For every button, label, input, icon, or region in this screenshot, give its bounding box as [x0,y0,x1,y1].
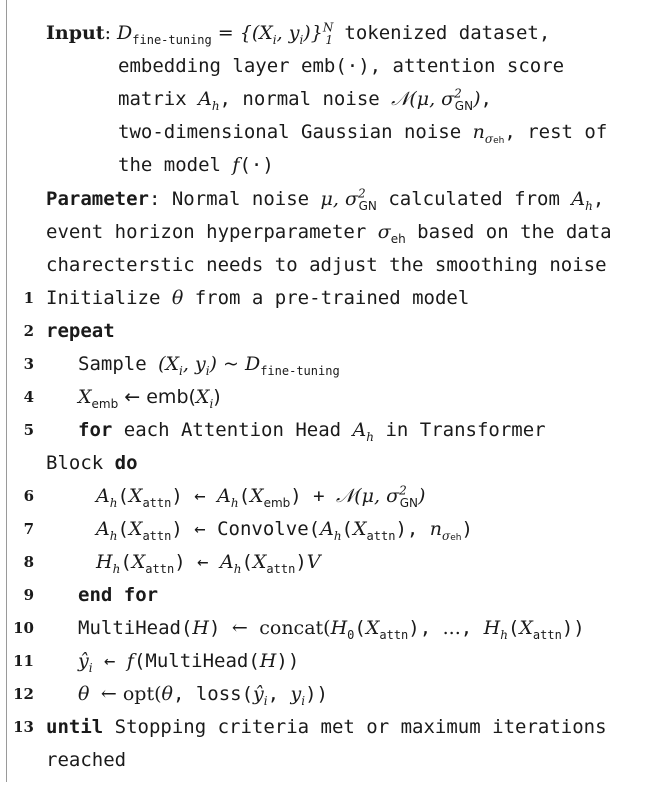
input-line-4: two-dimensional Gaussian noise $n_{\sigma eh}$, rest of [118,121,608,146]
parameter-line-2: event horizon hyperparameter $\sigma_{eh}$ based on the data [46,221,612,246]
input-line-2: embedding layer emb(·), attention score [118,55,565,77]
step-13-cont: reached [46,749,127,771]
step-9: 9 end for [23,584,159,606]
parameter-label: Parameter [46,188,149,210]
step-2: 2 repeat [23,320,115,342]
step-6: 6 $A_h(X_{attn})$ ← $A_h(X_{emb})$ + 𝒩(μ, $\sigma^2_{GN}$) [23,483,426,510]
step-7: 7 $A_h(X_{attn})$ ← $Convolve(A_h(X_{attn})$, $n_{\sigma eh}$) [23,518,473,543]
step-1: 1 Initialize θ from a pre-trained model [23,287,470,309]
input-label: Input [46,22,105,44]
input-line-5: the model f(·) [118,154,274,176]
step-11: 11 $ŷ_i$ ← f(MultiHead(H)) [13,650,300,675]
parameter-line-3: charecterstic needs to adjust the smoothing noise [46,254,607,276]
step-8: 8 $H_h(X_{attn})$ ← $A_h(X_{attn})V$ [23,551,321,576]
step-5-cont: Block do [46,452,138,474]
step-3: 3 Sample ($X_i$, $y_i$) ~ $D_{fine-tuning}$ [23,353,340,378]
input-line-3: matrix $A_h$, normal noise 𝒩(μ, $\sigma^2_{GN}$), [118,86,492,113]
step-5: 5 for each Attention Head $A_h$ in Transformer [23,419,546,444]
step-10: 10 MultiHead(H) ← $concat(H_0(X_{attn})$, ..., $H_h(X_{attn})$) [13,617,585,642]
step-4: 4 $X_{emb}$ ← $emb(X_i)$ [23,386,221,411]
step-13: 13 until Stopping criteria met or maximum iterations [13,716,607,738]
input-line-1: Input: $D_{fine-tuning} = \{(X_i$, $y_i)\}^N_1$ tokenized dataset, [46,20,551,47]
parameter-line-1: Parameter: Normal noise μ, $\sigma^2_{GN}$ calculated from $A_h$, [46,186,605,213]
step-12: 12 θ ← opt(θ, $loss(ŷ_i$, $y_i$)) [13,683,328,708]
